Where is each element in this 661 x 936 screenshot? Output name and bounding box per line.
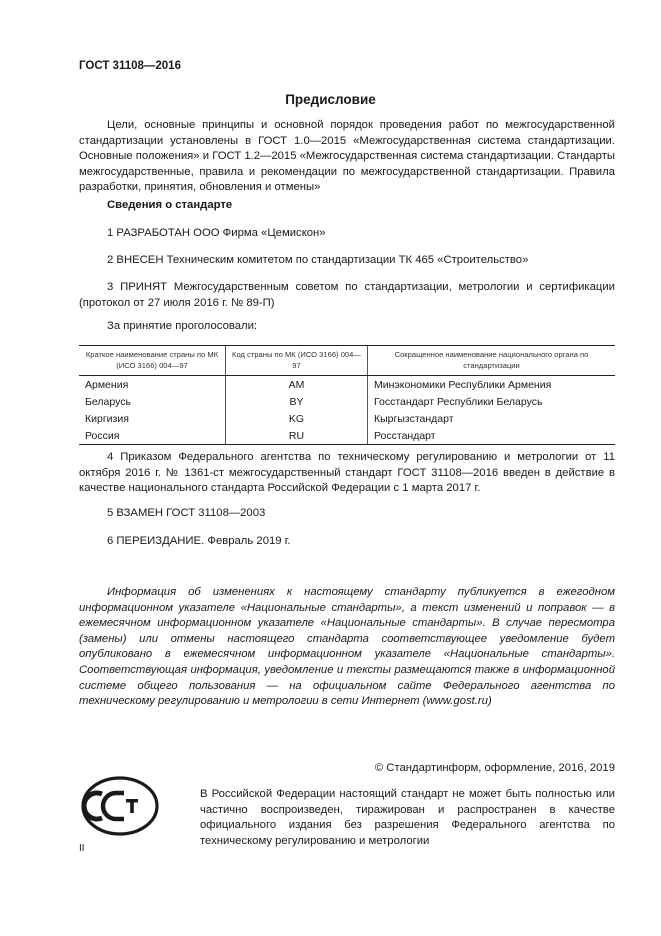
item-4-text: 4 Приказом Федерального агентства по техническому регулированию и метрологии от 11 октября 2016 г. № 1361-ст межгосударственный стандарт ГОСТ 31108—2016 введен в действие в качестве национального стандарта Российской Федерации с 1 марта 2017 г. xyxy=(79,451,615,495)
item-3-text: 3 ПРИНЯТ Межгосударственным советом по стандартизации, метрологии и сертификации (протокол от 27 июля 2016 г. № 89-П) xyxy=(79,281,615,309)
page-title: Предисловие xyxy=(285,92,376,107)
cell-country: Киргизия xyxy=(85,412,129,425)
rights-notice xyxy=(200,787,615,849)
table-row xyxy=(79,427,615,445)
voted-label: За принятие проголосовали: xyxy=(107,320,258,332)
table-row xyxy=(79,410,615,427)
cell-body: Росстандарт xyxy=(368,427,616,445)
table-header-code: Код страны по МК (ИСО 3166) 004—97 xyxy=(226,346,368,376)
item-2: 2 ВНЕСЕН Техническим комитетом по стандартизации ТК 465 «Строительство» xyxy=(107,254,529,266)
item-4 xyxy=(79,450,615,497)
item-3 xyxy=(79,280,615,311)
gost-r-certification-mark-icon xyxy=(80,775,160,840)
cell-body: Минэкономики Республики Армения xyxy=(368,376,616,394)
copyright-line: © Стандартинформ, оформление, 2016, 2019 xyxy=(374,762,615,774)
voting-table xyxy=(79,345,615,445)
table-header-body: Сокращенное наименование национального органа по стандартизации xyxy=(368,346,616,376)
info-text: Информация об изменениях к настоящему стандарту публикуется в ежегодном информационном указателе «Национальные стандарты», а текст изменений и поправок — в ежемесячном информационном указателе «Национальные стандарты». В случае пересмотра (замены) или отмены настоящего стандарта соответствующее уведомление будет опубликовано в ежемесячном информационном указателе «Национальные стандарты». Соответствующая информация, уведомление и тексты размещаются также в информационной системе общего пользования — на официальном сайте Федерального агентства по техническому регулированию и метрологии в сети Интернет (www.gost.ru) xyxy=(79,586,615,708)
cell-body: Кыргызстандарт xyxy=(368,410,616,427)
intro-paragraph xyxy=(79,118,615,196)
intro-text: Цели, основные принципы и основной порядок проведения работ по межгосударственной стандартизации установлены в ГОСТ 1.0—2015 «Межгосударственная система стандартизации. Основные положения» и ГОСТ 1.2—2015 «Межгосударственная система стандартизации. Стандарты межгосударственные, правила и рекомендации по межгосударственной стандартизации. Правила разработки, принятия, обновления и отмены» xyxy=(79,119,615,194)
item-6: 6 ПЕРЕИЗДАНИЕ. Февраль 2019 г. xyxy=(107,535,291,547)
about-heading: Сведения о стандарте xyxy=(107,199,233,211)
table-row xyxy=(79,376,615,394)
cell-code: KG xyxy=(226,410,368,427)
page-number: II xyxy=(79,843,85,854)
info-paragraph xyxy=(79,585,615,710)
table-header-country: Краткое наименование страны по МК (ИСО 3166) 004—97 xyxy=(79,346,226,376)
cell-code: RU xyxy=(226,427,368,445)
cell-code: AM xyxy=(226,376,368,394)
table-header-row xyxy=(79,346,615,376)
cell-country: Россия xyxy=(79,427,226,445)
item-1: 1 РАЗРАБОТАН ООО Фирма «Цемискон» xyxy=(107,227,326,239)
cell-body: Госстандарт Республики Беларусь xyxy=(368,393,616,410)
cell-code: BY xyxy=(226,393,368,410)
document-header: ГОСТ 31108—2016 xyxy=(79,60,181,72)
table-row xyxy=(79,393,615,410)
cell-country: Армения xyxy=(85,378,129,391)
item-5: 5 ВЗАМЕН ГОСТ 31108—2003 xyxy=(107,507,266,519)
rights-text: В Российской Федерации настоящий стандарт не может быть полностью или частично воспроизведен, тиражирован и распространен в качестве официального издания без разрешения Федерального агентства по техническому регулированию и метрологии xyxy=(200,788,615,847)
cell-country: Беларусь xyxy=(85,395,131,408)
